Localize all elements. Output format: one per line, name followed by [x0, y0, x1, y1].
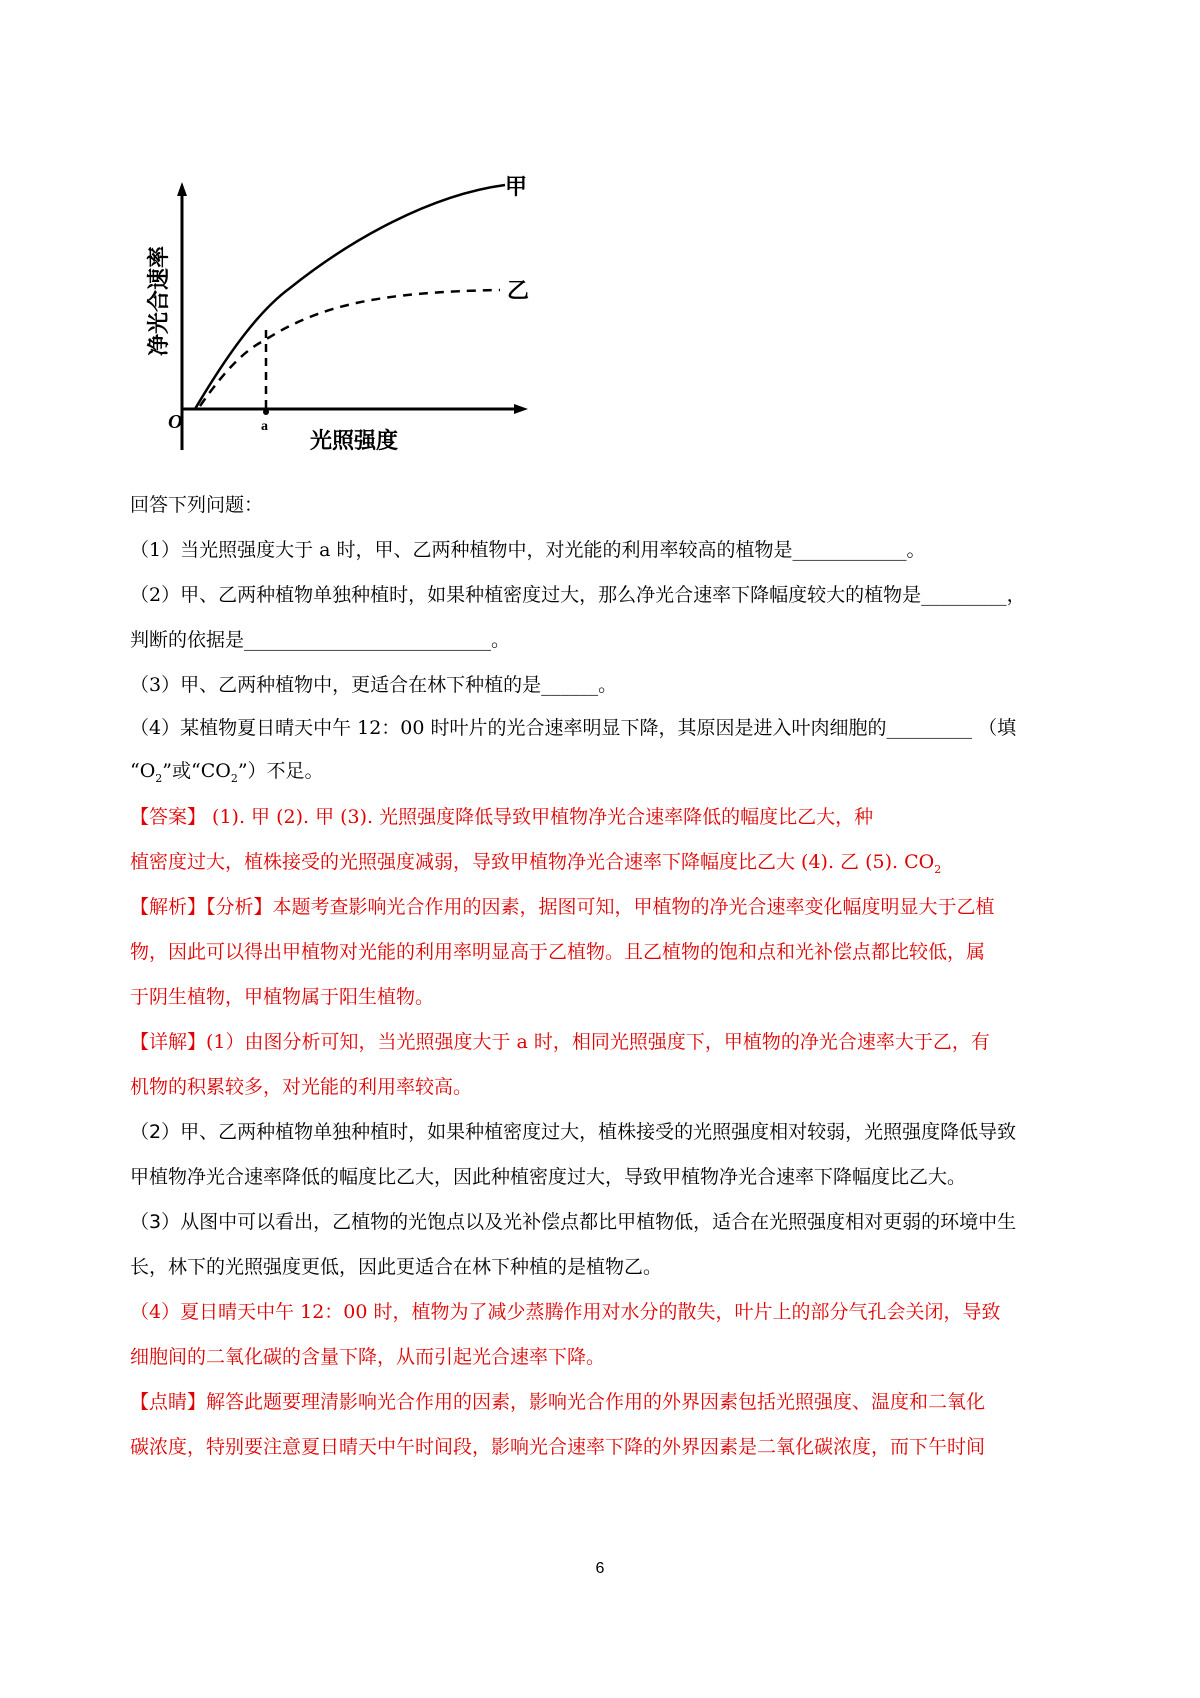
- x-axis-arrow: [514, 404, 528, 414]
- question-2-line-1: （2）甲、乙两种植物单独种植时，如果种植密度过大，那么净光合速率下降幅度较大的植物是_________，: [130, 584, 1026, 606]
- intro-text: 回答下列问题：: [130, 494, 264, 516]
- detail-1-line-1: 【详解】(1）由图分析可知，当光照强度大于 a 时，相同光照强度下，甲植物的净光合速率大于乙，有: [130, 1031, 990, 1053]
- detail-4-line-2: 细胞间的二氧化碳的含量下降，从而引起光合速率下降。: [130, 1346, 606, 1368]
- series-yi-line: [200, 290, 500, 406]
- q4-text-c: ”）不足。: [237, 760, 324, 782]
- answer-line-2: [130, 850, 1090, 882]
- series-jia-label: 甲: [505, 175, 528, 200]
- y-axis-label: 净光合速率: [147, 245, 172, 356]
- analysis-line-1: 【解析】【分析】本题考查影响光合作用的因素，据图可知，甲植物的净光合速率变化幅度明显大于乙植: [130, 896, 995, 918]
- answer-line-2-sub: 2: [934, 862, 942, 876]
- analysis-line-2: 物，因此可以得出甲植物对光能的利用率明显高于乙植物。且乙植物的饱和点和光补偿点都比较低，属: [130, 941, 986, 963]
- detail-3-line-2: 长，林下的光照强度更低，因此更适合在林下种植的是植物乙。: [130, 1256, 663, 1278]
- dianjing-line-1: 【点睛】解答此题要理清影响光合作用的因素，影响光合作用的外界因素包括光照强度、温度和二氧化: [130, 1391, 986, 1413]
- light-intensity-figure: [147, 175, 580, 500]
- q4-sub-2: 2: [230, 771, 238, 785]
- series-yi-label: 乙: [507, 279, 530, 304]
- detail-2-line-1: （2）甲、乙两种植物单独种植时，如果种植密度过大，植株接受的光照强度相对较弱，光照强度降低导致: [130, 1121, 1017, 1143]
- q4-text-b: ”或“CO: [162, 760, 231, 782]
- q4-sub-1: 2: [155, 771, 163, 785]
- question-4-line-2: [130, 759, 1090, 791]
- detail-3-line-1: （3）从图中可以看出，乙植物的光饱点以及光补偿点都比甲植物低，适合在光照强度相对更弱的环境中生: [130, 1211, 1017, 1233]
- line-chart: [147, 175, 580, 500]
- y-axis-arrow: [177, 182, 187, 196]
- series-jia-line: [195, 185, 505, 409]
- origin-label: O: [168, 411, 183, 433]
- x-tick-label: a: [261, 419, 268, 434]
- x-axis-label: 光照强度: [310, 429, 399, 454]
- question-4-line-1: （4）某植物夏日晴天中午 12：00 时叶片的光合速率明显下降，其原因是进入叶肉细胞的_________ （填: [130, 717, 1017, 739]
- analysis-line-3: 于阴生植物，甲植物属于阳生植物。: [130, 986, 435, 1008]
- a-marker-dot: [263, 409, 269, 415]
- detail-2-line-2: 甲植物净光合速率降低的幅度比乙大，因此种植密度过大，导致甲植物净光合速率下降幅度比乙大。: [130, 1166, 967, 1188]
- question-1: （1）当光照强度大于 a 时，甲、乙两种植物中，对光能的利用率较高的植物是____________。: [130, 539, 926, 561]
- detail-1-line-2: 机物的积累较多，对光能的利用率较高。: [130, 1076, 473, 1098]
- question-2-line-2: 判断的依据是__________________________。: [130, 629, 511, 651]
- answer-line-2-text: 植密度过大，植株接受的光照强度减弱，导致甲植物净光合速率下降幅度比乙大 (4). 乙 (5). CO: [130, 851, 935, 873]
- page-number: 6: [595, 1560, 605, 1577]
- answer-line-1: 【答案】 (1). 甲 (2). 甲 (3). 光照强度降低导致甲植物净光合速率降低的幅度比乙大，种: [130, 806, 874, 828]
- dianjing-line-2: 碳浓度，特别要注意夏日晴天中午时间段，影响光合速率下降的外界因素是二氧化碳浓度，而下午时间: [130, 1436, 986, 1458]
- q4-text-a: “O: [130, 760, 156, 782]
- detail-4-line-1: （4）夏日晴天中午 12：00 时，植物为了减少蒸腾作用对水分的散失，叶片上的部分气孔会关闭，导致: [130, 1301, 1001, 1323]
- question-3: （3）甲、乙两种植物中，更适合在林下种植的是______。: [130, 674, 618, 696]
